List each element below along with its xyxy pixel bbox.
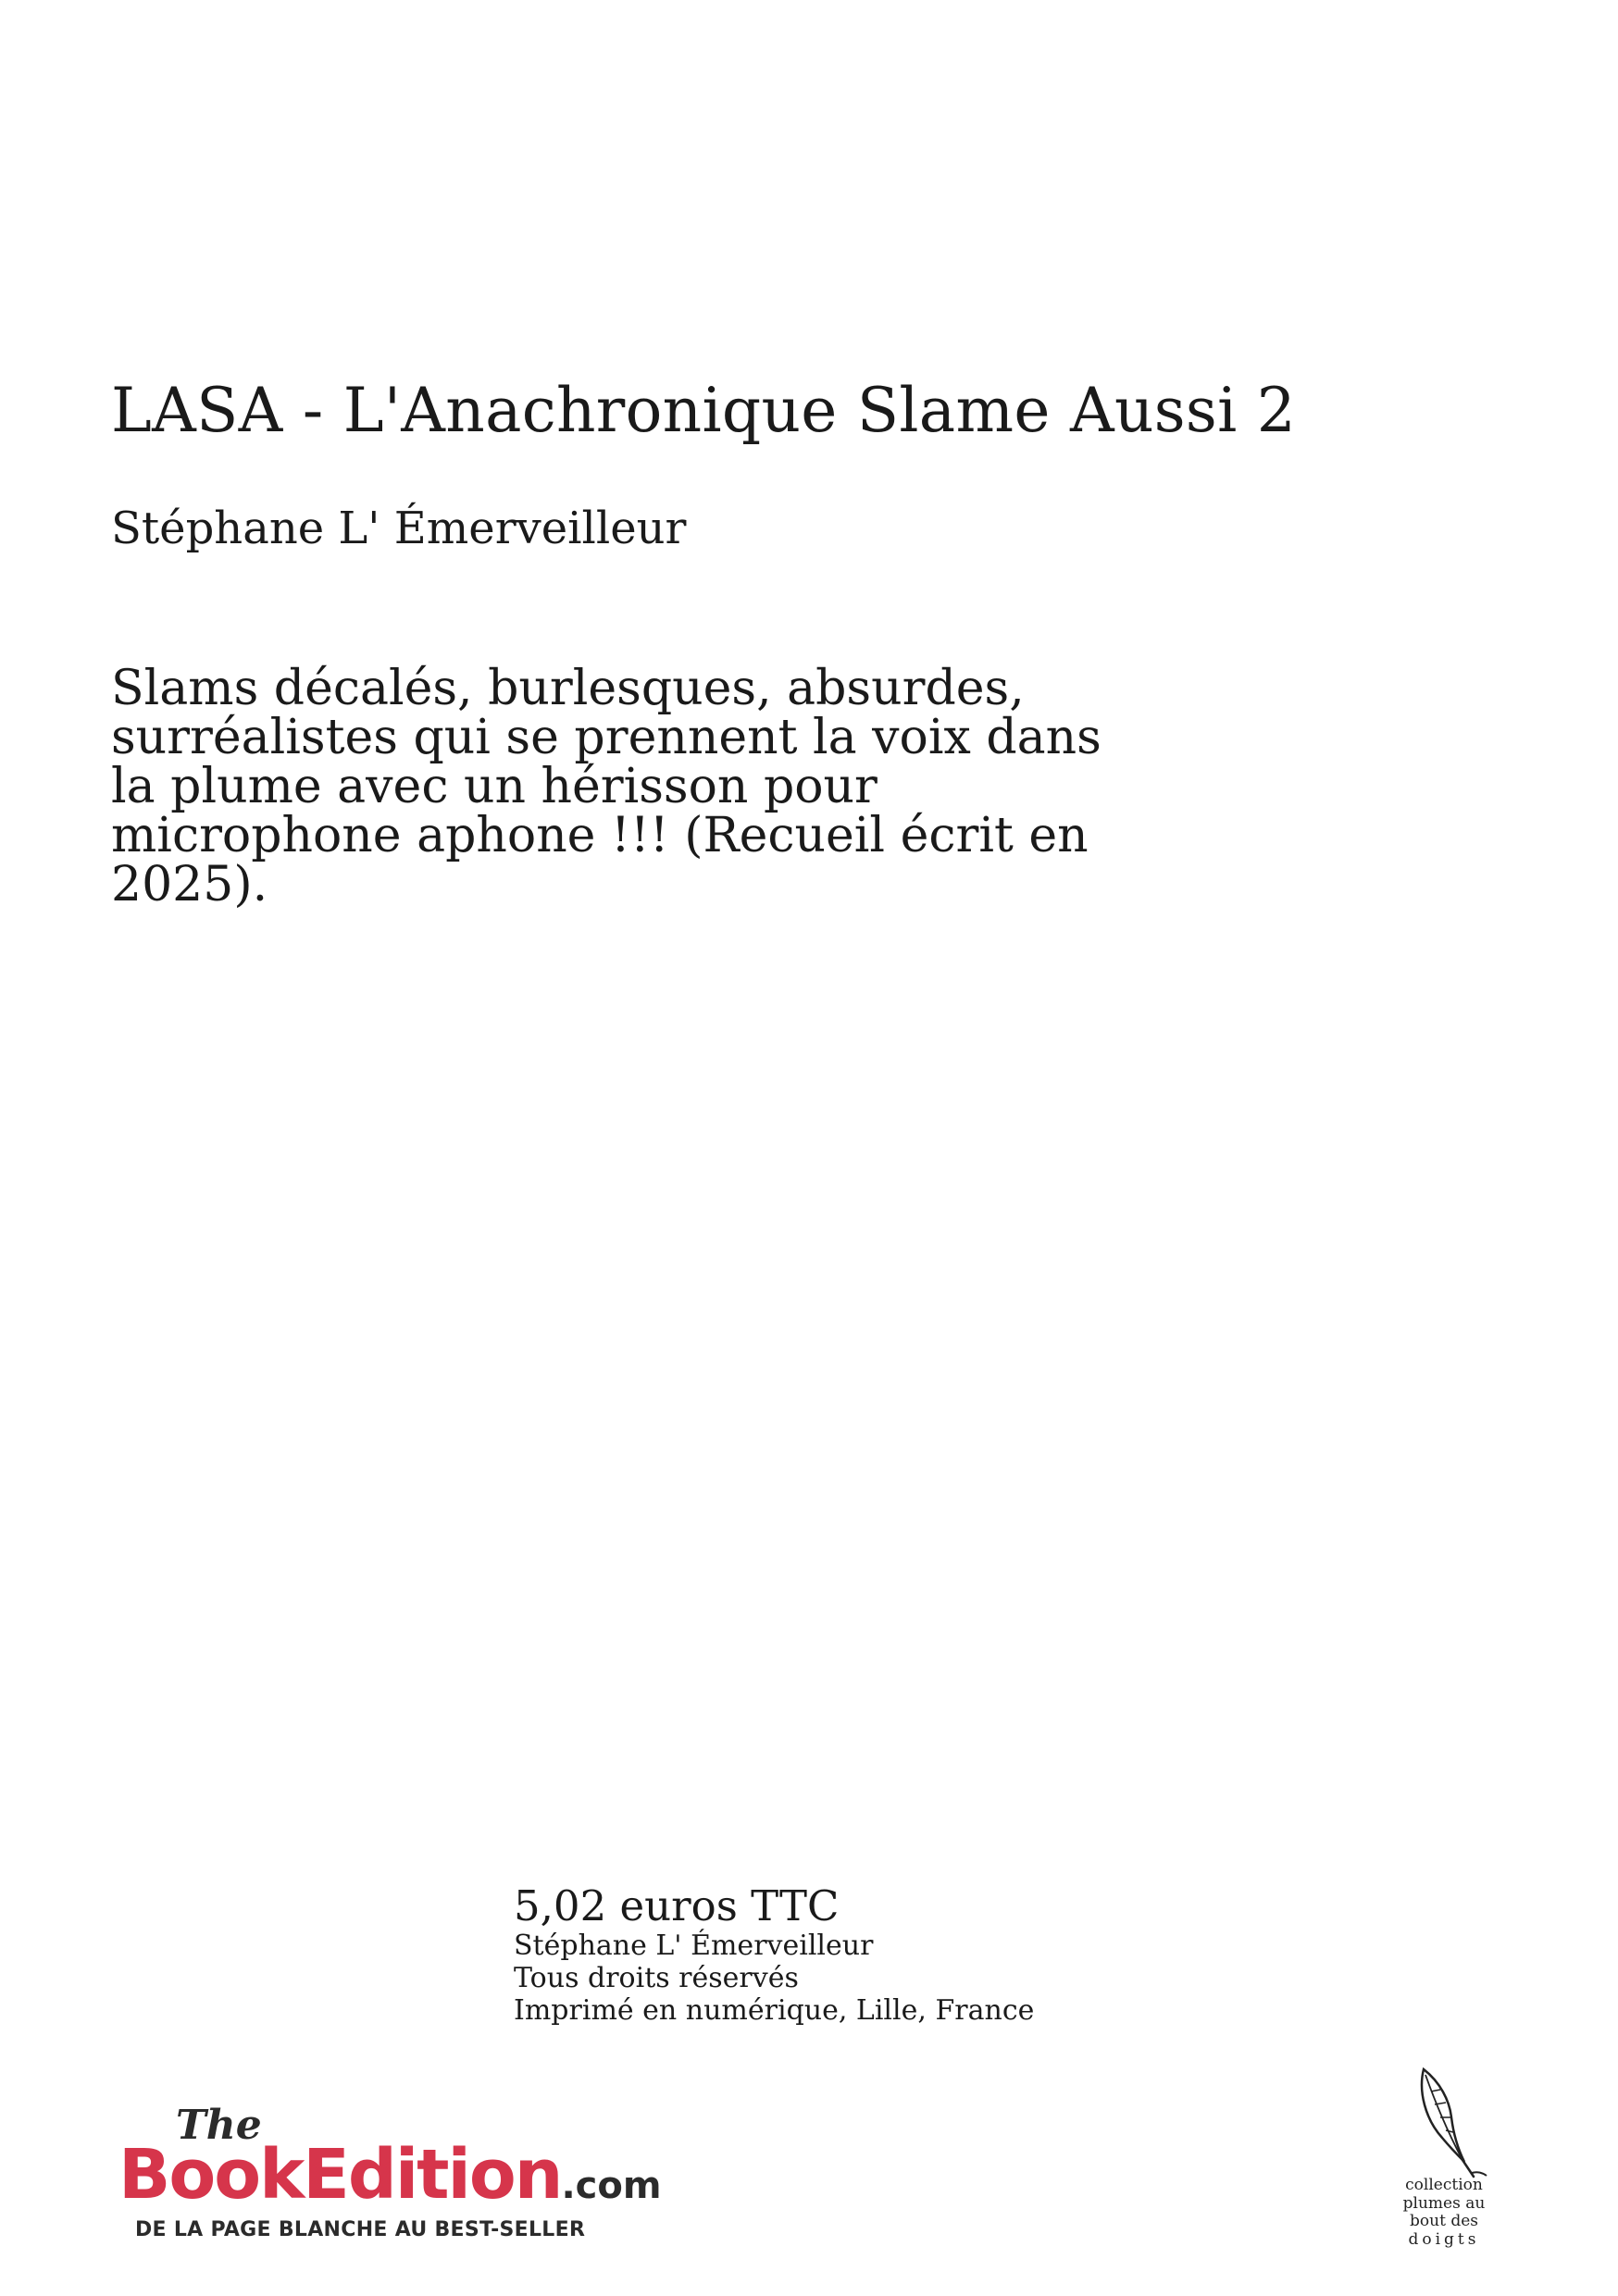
book-blurb: Slams décalés, burlesques, absurdes, surréalistes qui se prennent la voix dans la plume avec un hérisson pour microphone aphone !!! (Recueil écrit en 2025). <box>111 661 1101 913</box>
colophon-printed: Imprimé en numérique, Lille, France <box>514 1994 1035 2028</box>
logo-wordmark <box>118 2135 662 2215</box>
collection-line-3: bout des <box>1410 2212 1478 2231</box>
collection-text <box>1379 2177 1509 2249</box>
collection-line-2: plumes au <box>1402 2193 1486 2213</box>
book-title: LASA - L'Anachronique Slame Aussi 2 <box>111 375 1297 446</box>
quill-icon <box>1398 2064 1490 2179</box>
colophon-rights: Tous droits réservés <box>514 1961 799 1994</box>
colophon-author: Stéphane L' Émerveilleur <box>514 1929 874 1962</box>
logo-the: The <box>176 2102 262 2149</box>
collection-line-1: collection <box>1405 2176 1483 2194</box>
logo-name: BookEdition <box>118 2135 562 2215</box>
book-author: Stéphane L' Émerveilleur <box>111 503 687 554</box>
logo-domain: .com <box>561 2165 662 2207</box>
colophon <box>514 1883 1034 2028</box>
collection-stamp <box>1379 2064 1509 2258</box>
price: 5,02 euros TTC <box>514 1881 840 1930</box>
collection-line-4: doigts <box>1408 2229 1480 2249</box>
logo-tagline: DE LA PAGE BLANCHE AU BEST-SELLER <box>135 2218 586 2241</box>
bookedition-logo <box>118 2102 665 2244</box>
